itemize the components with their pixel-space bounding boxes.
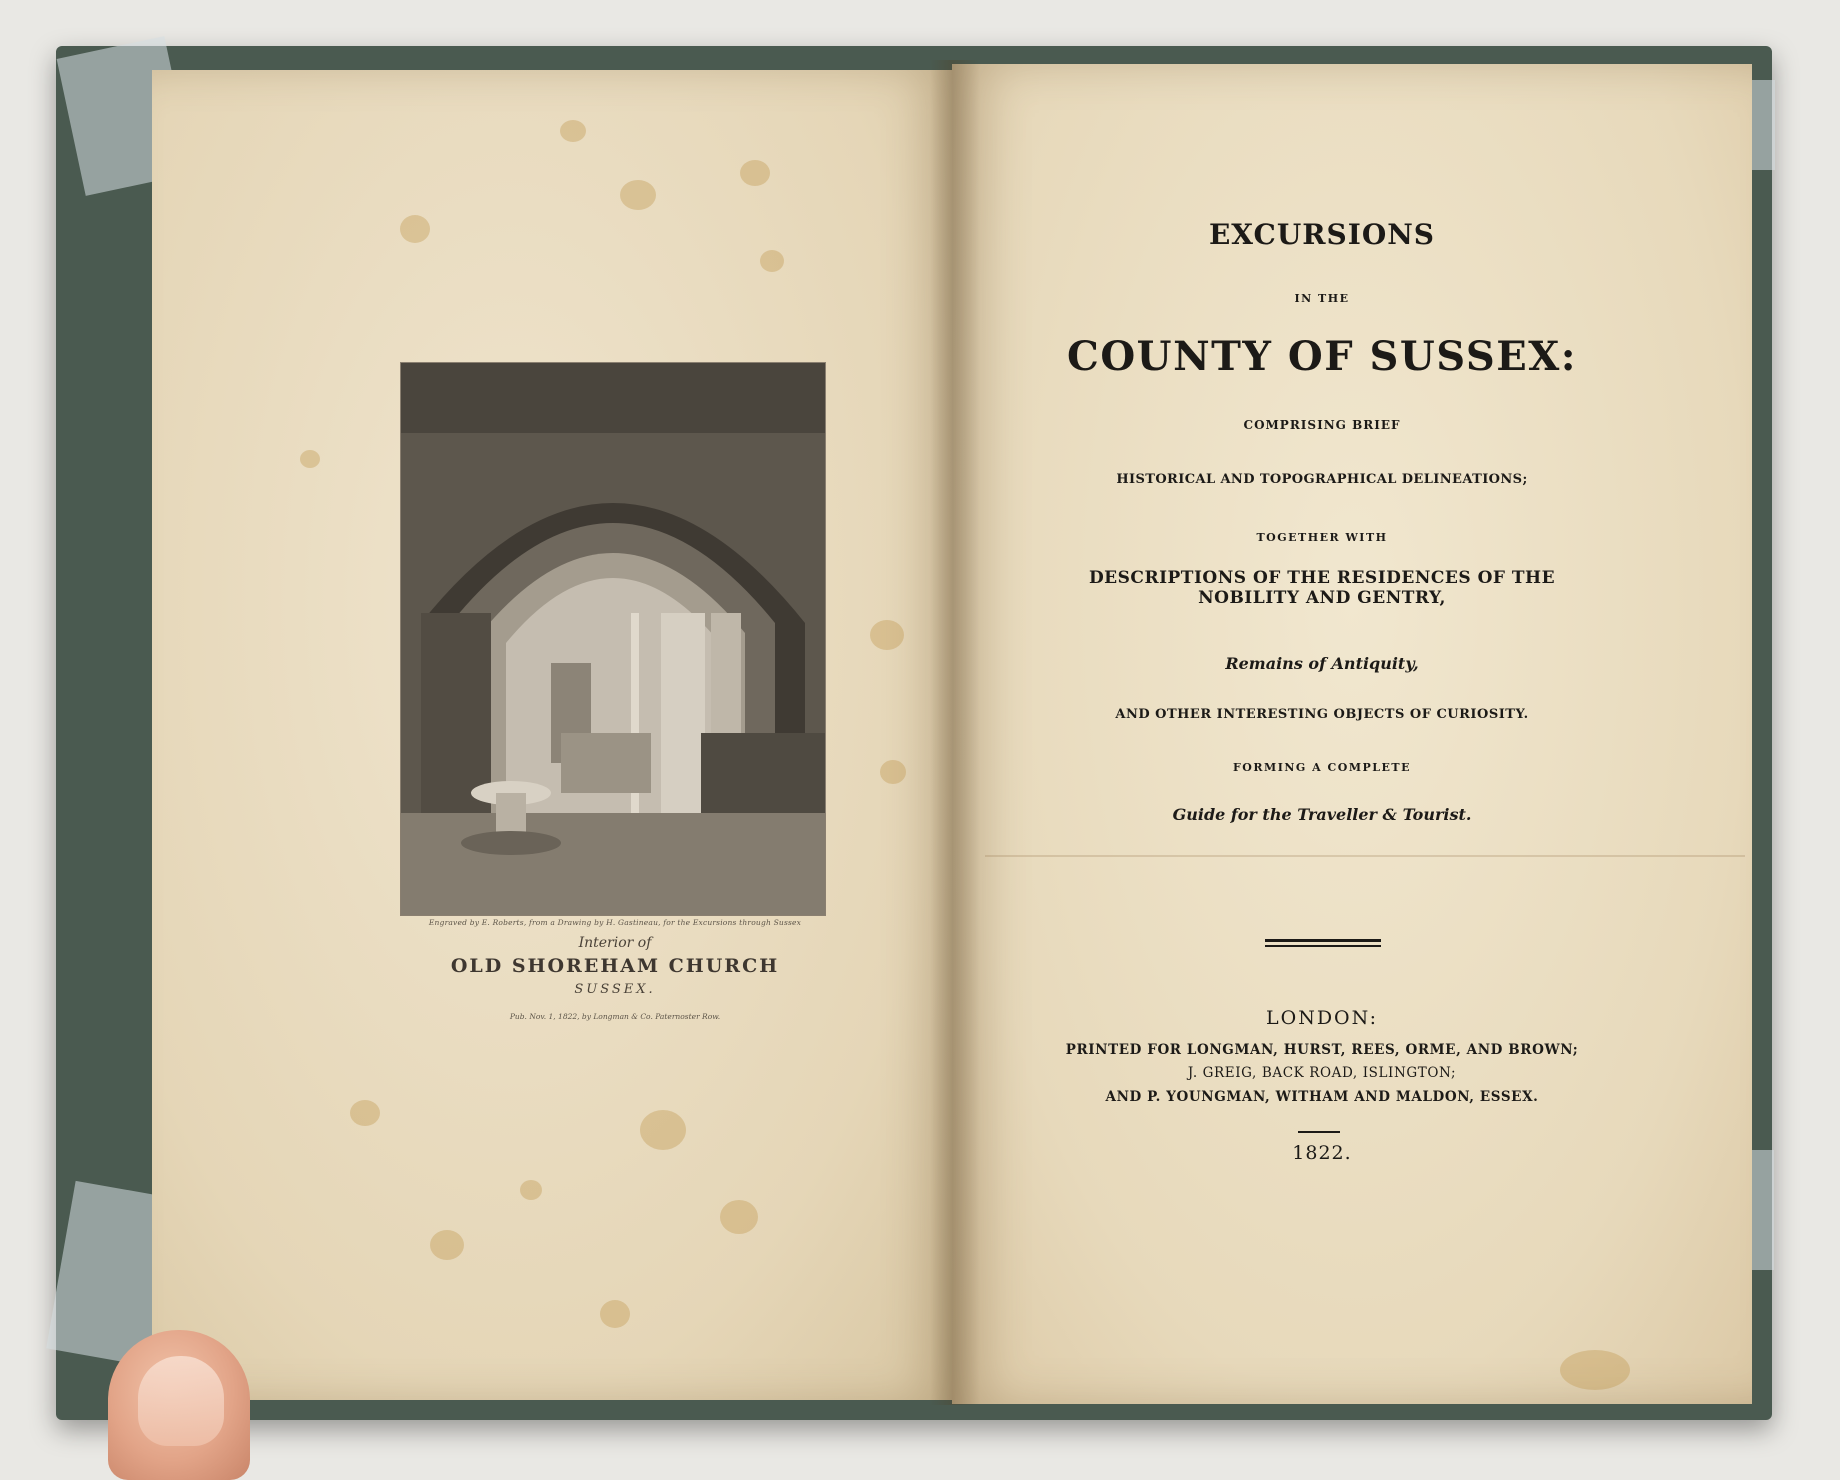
imprint-printer-2: J. GREIG, BACK ROAD, ISLINGTON; [1187, 1065, 1457, 1081]
foxing-spot [560, 120, 586, 142]
page-fold-line [985, 855, 1745, 857]
foxing-spot [400, 215, 430, 243]
double-rule-thin [1265, 945, 1381, 947]
title-guide: Guide for the Traveller & Tourist. [1172, 805, 1472, 824]
title-descriptions-line2: NOBILITY AND GENTRY, [1198, 588, 1446, 608]
title-curiosity: AND OTHER INTERESTING OBJECTS OF CURIOSITY. [1115, 707, 1529, 722]
engraver-credit: Engraved by E. Roberts, from a Drawing by H. Gastineau, for the Excursions through Sussex [428, 918, 802, 927]
title-county: COUNTY OF SUSSEX: [1067, 333, 1577, 380]
foxing-spot [740, 160, 770, 186]
foxing-spot [620, 180, 656, 210]
engraving-plate [400, 362, 826, 916]
church-interior-engraving [401, 363, 825, 915]
foxing-spot [430, 1230, 464, 1260]
foxing-spot [720, 1200, 758, 1234]
plate-caption-title: OLD SHOREHAM CHURCH [450, 955, 780, 977]
imprint-year: 1822. [1292, 1142, 1352, 1164]
plate-publisher-line: Pub. Nov. 1, 1822, by Longman & Co. Paternoster Row. [509, 1012, 721, 1021]
title-in-the: IN THE [1294, 292, 1350, 305]
foxing-spot [1560, 1350, 1630, 1390]
title-descriptions [1022, 568, 1622, 608]
title-delineations: HISTORICAL AND TOPOGRAPHICAL DELINEATIONS; [1116, 472, 1528, 487]
title-excursions: EXCURSIONS [1208, 218, 1436, 251]
foxing-spot [300, 450, 320, 468]
plate-caption-county: SUSSEX. [574, 982, 656, 997]
title-comprising: COMPRISING BRIEF [1243, 418, 1401, 432]
imprint-printer-3: AND P. YOUNGMAN, WITHAM AND MALDON, ESSEX. [1105, 1089, 1539, 1105]
title-remains: Remains of Antiquity, [1225, 654, 1419, 673]
title-forming: FORMING A COMPLETE [1233, 761, 1411, 774]
book-gutter [930, 60, 980, 1405]
imprint-city: LONDON: [1266, 1007, 1378, 1029]
right-page [952, 64, 1752, 1404]
foxing-spot [870, 620, 904, 650]
title-together: TOGETHER WITH [1256, 531, 1388, 544]
foxing-spot [760, 250, 784, 272]
double-rule [1265, 939, 1381, 942]
foxing-spot [880, 760, 906, 784]
short-rule [1298, 1131, 1340, 1133]
foxing-spot [350, 1100, 380, 1126]
foxing-spot [520, 1180, 542, 1200]
foxing-spot [640, 1110, 686, 1150]
plate-caption-intro: Interior of [578, 935, 652, 951]
imprint-printer-1: PRINTED FOR LONGMAN, HURST, REES, ORME, AND BROWN; [1065, 1042, 1579, 1058]
thumbnail [138, 1356, 224, 1446]
title-descriptions-line1: DESCRIPTIONS OF THE RESIDENCES OF THE [1088, 568, 1556, 588]
foxing-spot [600, 1300, 630, 1328]
